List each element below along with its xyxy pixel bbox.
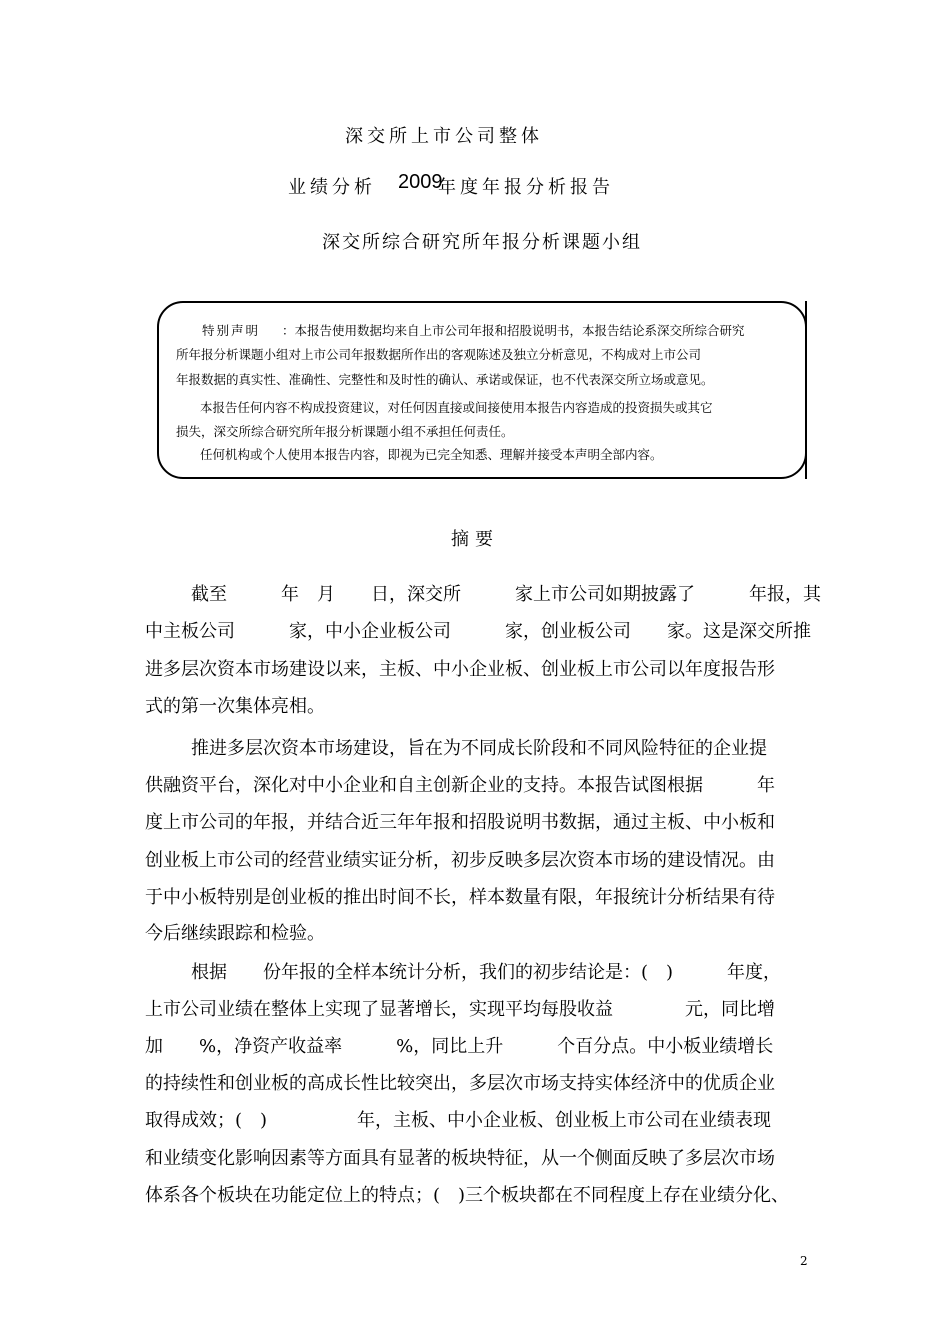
report-title-line1: 深交所上市公司整体: [345, 126, 543, 147]
disclaimer-line-3: 年报数据的真实性、准确性、完整性和及时性的确认、承诺或保证，也不代表深交所立场或意见。: [176, 372, 714, 387]
para1-line1: 截至 年 月 日，深交所 家上市公司如期披露了 年报，其: [191, 584, 821, 605]
disclaimer-line-1: 特别声明 ：本报告使用数据均来自上市公司年报和招股说明书，本报告结论系深交所综合研究: [176, 319, 745, 343]
disclaimer-line-4: 本报告任何内容不构成投资建议，对任何因直接或间接使用本报告内容造成的投资损失或其它: [200, 400, 713, 415]
para2-line2: 供融资平台，深化对中小企业和自主创新企业的支持。本报告试图根据 年: [145, 775, 775, 796]
para3-line4: 的持续性和创业板的高成长性比较突出，多层次市场支持实体经济中的优质企业: [145, 1073, 775, 1094]
para3-line5: 取得成效；( ) 年，主板、中小企业板、创业板上市公司在业绩表现: [145, 1110, 772, 1131]
disclaimer-label: 特别声明: [202, 323, 261, 338]
para2-line1: 推进多层次资本市场建设，旨在为不同成长阶段和不同风险特征的企业提: [191, 738, 767, 759]
report-title-year: 2009: [398, 171, 443, 193]
para2-line5: 于中小板特别是创业板的推出时间不长，样本数量有限，年报统计分析结果有待: [145, 887, 775, 908]
para2-line3: 度上市公司的年报，并结合近三年年报和招股说明书数据，通过主板、中小板和: [145, 812, 775, 833]
para1-line2: 中主板公司 家，中小企业板公司 家，创业板公司 家。这是深交所推: [145, 621, 811, 642]
para1-line4: 式的第一次集体亮相。: [145, 696, 325, 717]
para2-line6: 今后继续跟踪和检验。: [145, 923, 325, 944]
para3-line6: 和业绩变化影响因素等方面具有显著的板块特征，从一个侧面反映了多层次市场: [145, 1148, 775, 1169]
report-title-prefix: 业绩分析: [288, 177, 376, 198]
disclaimer-side-rule: [805, 301, 807, 479]
para3-line3: 加 %，净资产收益率 %，同比上升 个百分点。中小板业绩增长: [145, 1036, 774, 1057]
report-title-suffix: 年度年报分析报告: [438, 177, 614, 198]
disclaimer-line-5: 损失，深交所综合研究所年报分析课题小组不承担任何责任。: [176, 424, 514, 439]
para1-line3: 进多层次资本市场建设以来，主板、中小企业板、创业板上市公司以年度报告形: [145, 659, 775, 680]
page-number: 2: [800, 1254, 808, 1268]
disclaimer-line-6: 任何机构或个人使用本报告内容，即视为已完全知悉、理解并接受本声明全部内容。: [200, 447, 663, 462]
para3-line1: 根据 份年报的全样本统计分析，我们的初步结论是：( ) 年度，: [191, 962, 782, 983]
para2-line4: 创业板上市公司的经营业绩实证分析，初步反映多层次资本市场的建设情况。由: [145, 850, 775, 871]
abstract-heading: 摘要: [451, 529, 499, 550]
author-group: 深交所综合研究所年报分析课题小组: [322, 232, 642, 253]
para3-line2: 上市公司业绩在整体上实现了显著增长，实现平均每股收益 元，同比增: [145, 999, 775, 1020]
disclaimer-line-2: 所年报分析课题小组对上市公司年报数据所作出的客观陈述及独立分析意见，不构成对上市公司: [176, 347, 702, 362]
para3-line7: 体系各个板块在功能定位上的特点；( )三个板块都在不同程度上存在业绩分化、: [145, 1185, 790, 1206]
